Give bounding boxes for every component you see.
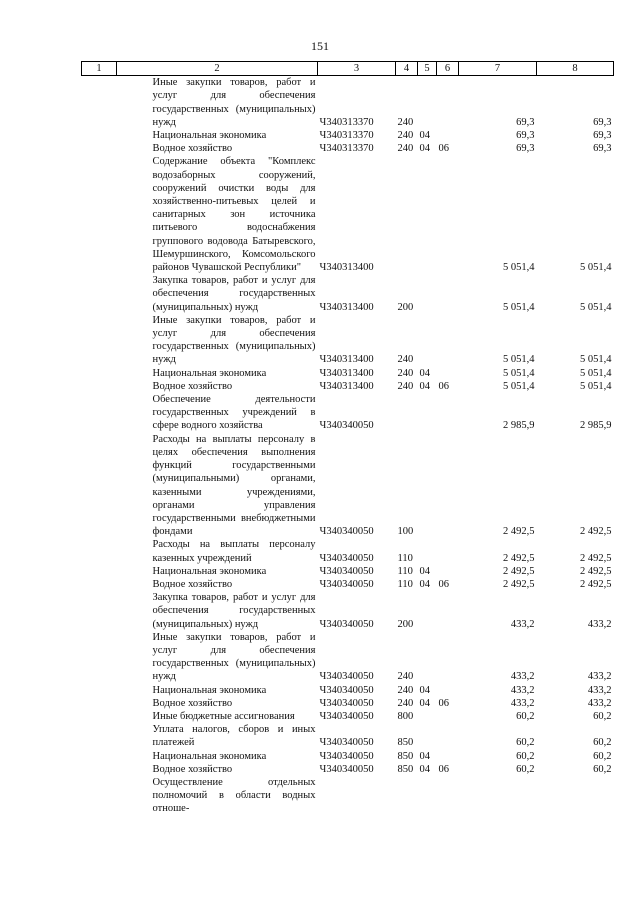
- table-row: [82, 591, 614, 631]
- row-amount-year-2: 433,2: [587, 697, 612, 709]
- row-amount-year-1: 60,2: [516, 737, 535, 749]
- row-amount-year-2: 433,2: [587, 618, 612, 630]
- row-expense-type: [396, 155, 418, 274]
- row-target-article-code: Ч340313400: [319, 354, 374, 366]
- row-amount-year-2: 60,2: [593, 763, 612, 775]
- row-amount-year-1: 2 492,5: [503, 526, 535, 538]
- row-description: Расходы на выплаты персоналу в целях обеспечения выполнения функций государственными (муниципальными) органами, казенными учреждениями, органами управления государственными внебюджетными фондами: [152, 433, 316, 538]
- row-subsection: [437, 538, 459, 564]
- row-expense-type: 240: [397, 354, 414, 366]
- row-expense-type: 100: [397, 526, 414, 538]
- row-target-article-code: Ч340340050: [319, 684, 374, 696]
- row-description: Обеспечение деятельности государственных учреждений в сфере водного хозяйства: [152, 394, 316, 432]
- row-section: [418, 538, 437, 564]
- row-target-article-code: [318, 776, 396, 816]
- row-subsection: [437, 129, 459, 142]
- table-row: [82, 631, 614, 684]
- table-row: [82, 393, 614, 433]
- row-expense-type: 110: [397, 552, 413, 564]
- row-target-article-code: Ч340340050: [319, 618, 374, 630]
- row-description: Национальная экономика: [152, 750, 267, 762]
- row-amount-year-1: 69,3: [516, 130, 535, 142]
- row-subsection: [437, 565, 459, 578]
- row-subsection: [437, 393, 459, 433]
- table-row: [82, 76, 614, 129]
- row-section: [418, 393, 437, 433]
- row-expense-type: 240: [397, 116, 414, 128]
- row-subsection: [437, 367, 459, 380]
- row-target-article-code: Ч340313400: [319, 262, 374, 274]
- row-amount-year-1: [459, 776, 537, 816]
- row-blank-cell: [82, 538, 117, 564]
- row-section: [418, 155, 437, 274]
- row-target-article-code: Ч340313400: [319, 301, 374, 313]
- row-section: 04: [419, 367, 430, 379]
- row-description: Национальная экономика: [152, 130, 267, 142]
- row-target-article-code: Ч340313370: [319, 116, 374, 128]
- column-number-row: [82, 62, 614, 76]
- row-description: Водное хозяйство: [152, 697, 233, 709]
- table-row: [82, 380, 614, 393]
- table-row: [82, 776, 614, 816]
- row-amount-year-2: 60,2: [593, 710, 612, 722]
- table-row: [82, 565, 614, 578]
- table-row: [82, 314, 614, 367]
- row-expense-type: 110: [397, 565, 413, 577]
- row-expense-type: 850: [397, 750, 414, 762]
- table-row: [82, 684, 614, 697]
- table-row: [82, 750, 614, 763]
- table-row: [82, 723, 614, 749]
- row-amount-year-1: 60,2: [516, 750, 535, 762]
- row-amount-year-1: 2 985,9: [503, 420, 535, 432]
- row-blank-cell: [82, 565, 117, 578]
- row-amount-year-1: 5 051,4: [503, 367, 535, 379]
- row-expense-type: 240: [397, 143, 414, 155]
- row-expense-type: 240: [397, 130, 414, 142]
- row-subsection: 06: [438, 578, 449, 590]
- row-amount-year-2: 2 492,5: [580, 578, 612, 590]
- row-amount-year-1: 69,3: [516, 116, 535, 128]
- row-section: 04: [419, 143, 430, 155]
- row-subsection: 06: [438, 763, 449, 775]
- row-amount-year-2: 60,2: [593, 750, 612, 762]
- column-header: 7: [459, 62, 537, 76]
- row-blank-cell: [82, 631, 117, 684]
- row-description: Иные бюджетные ассигнования: [152, 710, 295, 722]
- row-section: [418, 274, 437, 314]
- row-section: 04: [419, 578, 430, 590]
- column-header: 8: [537, 62, 614, 76]
- row-amount-year-1: 2 492,5: [503, 552, 535, 564]
- row-section: 04: [419, 763, 430, 775]
- row-description: Водное хозяйство: [152, 578, 233, 590]
- row-target-article-code: Ч340340050: [319, 750, 374, 762]
- row-section: 04: [419, 750, 430, 762]
- row-section: [418, 76, 437, 129]
- row-description: Закупка товаров, работ и услуг для обеспечения государственных (муниципальных) нужд: [152, 592, 316, 630]
- table-row: [82, 538, 614, 564]
- table-row: [82, 763, 614, 776]
- row-subsection: 06: [438, 143, 449, 155]
- row-section: [418, 433, 437, 539]
- row-amount-year-2: 5 051,4: [580, 301, 612, 313]
- table-row: [82, 274, 614, 314]
- table-row: [82, 710, 614, 723]
- row-blank-cell: [82, 274, 117, 314]
- row-amount-year-1: 2 492,5: [503, 578, 535, 590]
- row-amount-year-2: 69,3: [593, 116, 612, 128]
- row-blank-cell: [82, 750, 117, 763]
- row-amount-year-2: 2 492,5: [580, 565, 612, 577]
- row-blank-cell: [82, 591, 117, 631]
- row-section: 04: [419, 684, 430, 696]
- row-amount-year-2: 5 051,4: [580, 354, 612, 366]
- row-subsection: [437, 591, 459, 631]
- row-expense-type: 800: [397, 710, 414, 722]
- row-expense-type: 240: [397, 367, 414, 379]
- row-amount-year-1: 433,2: [510, 618, 535, 630]
- column-header: 3: [318, 62, 396, 76]
- row-target-article-code: Ч340313400: [319, 367, 374, 379]
- row-amount-year-2: 2 985,9: [580, 420, 612, 432]
- row-amount-year-1: 433,2: [510, 671, 535, 683]
- row-section: [418, 776, 437, 816]
- row-subsection: [437, 433, 459, 539]
- row-subsection: [437, 710, 459, 723]
- row-section: 04: [419, 697, 430, 709]
- row-subsection: [437, 76, 459, 129]
- row-blank-cell: [82, 433, 117, 539]
- row-subsection: 06: [438, 697, 449, 709]
- row-amount-year-1: 60,2: [516, 710, 535, 722]
- row-target-article-code: Ч340340050: [319, 420, 374, 432]
- row-target-article-code: Ч340340050: [319, 552, 374, 564]
- row-target-article-code: Ч340313370: [319, 143, 374, 155]
- row-subsection: [437, 631, 459, 684]
- row-amount-year-2: 5 051,4: [580, 367, 612, 379]
- row-subsection: [437, 723, 459, 749]
- row-blank-cell: [82, 129, 117, 142]
- row-expense-type: 850: [397, 737, 414, 749]
- row-section: [418, 591, 437, 631]
- row-section: [418, 723, 437, 749]
- row-amount-year-1: 5 051,4: [503, 354, 535, 366]
- row-target-article-code: Ч340313370: [319, 130, 374, 142]
- row-amount-year-1: 5 051,4: [503, 262, 535, 274]
- row-description: Национальная экономика: [152, 367, 267, 379]
- row-blank-cell: [82, 776, 117, 816]
- row-description: Водное хозяйство: [152, 380, 233, 392]
- row-expense-type: 240: [397, 380, 414, 392]
- row-amount-year-2: 69,3: [593, 130, 612, 142]
- row-description: Уплата налогов, сборов и иных платежей: [152, 724, 316, 749]
- page-number: 151: [311, 39, 329, 53]
- row-expense-type: 240: [397, 697, 414, 709]
- row-blank-cell: [82, 684, 117, 697]
- row-subsection: [437, 776, 459, 816]
- row-expense-type: 200: [397, 618, 414, 630]
- row-expense-type: [396, 776, 418, 816]
- row-description: Осуществление отдельных полномочий в области водных отноше-: [152, 776, 316, 815]
- row-blank-cell: [82, 76, 117, 129]
- row-description: Содержание объекта "Комплекс водозаборных сооружений, сооружений очистки воды для хозяйственно-питьевых целей и санитарных зон источника питьевого водоснабжения группового водовода Батыревского, Шемуршинского, Комсомольского районов Чувашской Республики": [152, 156, 316, 274]
- row-section: [418, 314, 437, 367]
- column-header: 6: [437, 62, 459, 76]
- row-expense-type: 110: [397, 578, 413, 590]
- row-section: [418, 631, 437, 684]
- row-subsection: [437, 750, 459, 763]
- row-amount-year-2: 60,2: [593, 737, 612, 749]
- row-description: Иные закупки товаров, работ и услуг для обеспечения государственных (муниципальных) нужд: [152, 631, 316, 683]
- budget-table: [81, 61, 614, 816]
- row-description: Водное хозяйство: [152, 143, 233, 155]
- row-section: 04: [419, 380, 430, 392]
- row-amount-year-2: [537, 776, 614, 816]
- row-expense-type: [396, 393, 418, 433]
- row-description: Водное хозяйство: [152, 763, 233, 775]
- table-row: [82, 367, 614, 380]
- row-amount-year-2: 2 492,5: [580, 526, 612, 538]
- table-row: [82, 697, 614, 710]
- row-amount-year-1: 69,3: [516, 143, 535, 155]
- row-blank-cell: [82, 697, 117, 710]
- row-amount-year-1: 5 051,4: [503, 301, 535, 313]
- row-target-article-code: Ч340340050: [319, 671, 374, 683]
- column-header: 2: [117, 62, 318, 76]
- row-target-article-code: Ч340340050: [319, 710, 374, 722]
- table-row: [82, 433, 614, 539]
- row-target-article-code: Ч340340050: [319, 737, 374, 749]
- row-amount-year-1: 433,2: [510, 697, 535, 709]
- row-subsection: [437, 314, 459, 367]
- row-section: 04: [419, 565, 430, 577]
- row-blank-cell: [82, 710, 117, 723]
- row-blank-cell: [82, 367, 117, 380]
- row-description: Закупка товаров, работ и услуг для обеспечения государственных (муниципальных) нужд: [152, 275, 316, 313]
- row-description: Иные закупки товаров, работ и услуг для обеспечения государственных (муниципальных) нужд: [152, 314, 316, 366]
- column-header: 1: [82, 62, 117, 76]
- row-blank-cell: [82, 142, 117, 155]
- row-blank-cell: [82, 578, 117, 591]
- row-expense-type: 850: [397, 763, 414, 775]
- row-expense-type: 240: [397, 671, 414, 683]
- row-amount-year-2: 69,3: [593, 143, 612, 155]
- row-description: Национальная экономика: [152, 684, 267, 696]
- row-subsection: [437, 274, 459, 314]
- row-amount-year-2: 5 051,4: [580, 262, 612, 274]
- row-subsection: [437, 684, 459, 697]
- row-description: Иные закупки товаров, работ и услуг для обеспечения государственных (муниципальных) нужд: [152, 77, 316, 128]
- row-amount-year-2: 433,2: [587, 671, 612, 683]
- row-subsection: 06: [438, 380, 449, 392]
- row-target-article-code: Ч340340050: [319, 565, 374, 577]
- row-section: 04: [419, 130, 430, 142]
- row-subsection: [437, 155, 459, 274]
- table-row: [82, 155, 614, 274]
- row-description: Национальная экономика: [152, 565, 267, 577]
- row-amount-year-1: 433,2: [510, 684, 535, 696]
- row-blank-cell: [82, 380, 117, 393]
- row-target-article-code: Ч340313400: [319, 380, 374, 392]
- table-row: [82, 578, 614, 591]
- column-header: 4: [396, 62, 418, 76]
- row-blank-cell: [82, 314, 117, 367]
- row-amount-year-2: 433,2: [587, 684, 612, 696]
- row-expense-type: 200: [397, 301, 414, 313]
- row-blank-cell: [82, 393, 117, 433]
- row-section: [418, 710, 437, 723]
- column-header: 5: [418, 62, 437, 76]
- row-description: Расходы на выплаты персоналу казенных учреждений: [152, 539, 316, 564]
- table-row: [82, 129, 614, 142]
- row-target-article-code: Ч340340050: [319, 526, 374, 538]
- row-target-article-code: Ч340340050: [319, 697, 374, 709]
- row-amount-year-1: 2 492,5: [503, 565, 535, 577]
- row-amount-year-1: 5 051,4: [503, 380, 535, 392]
- row-blank-cell: [82, 723, 117, 749]
- row-expense-type: 240: [397, 684, 414, 696]
- row-amount-year-2: 5 051,4: [580, 380, 612, 392]
- row-blank-cell: [82, 155, 117, 274]
- row-blank-cell: [82, 763, 117, 776]
- row-target-article-code: Ч340340050: [319, 763, 374, 775]
- table-row: [82, 142, 614, 155]
- row-target-article-code: Ч340340050: [319, 578, 374, 590]
- row-amount-year-2: 2 492,5: [580, 552, 612, 564]
- row-amount-year-1: 60,2: [516, 763, 535, 775]
